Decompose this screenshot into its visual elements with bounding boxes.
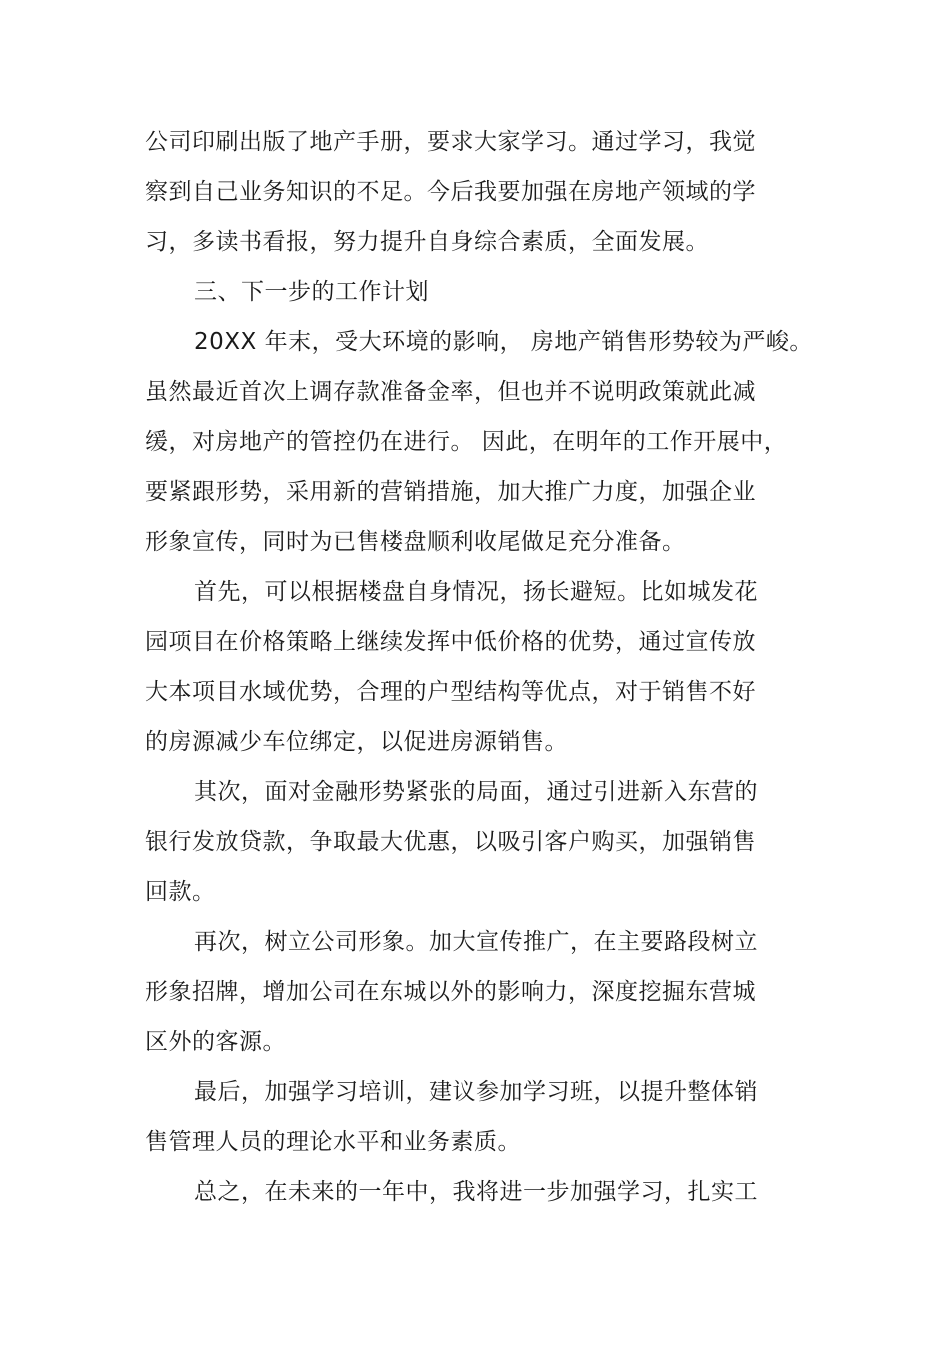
- text-line: 虽然最近首次上调存款准备金率，但也并不说明政策就此减: [145, 379, 756, 405]
- text-line: 售管理人员的理论水平和业务素质。: [145, 1129, 521, 1155]
- text-line: 其次，面对金融形势紧张的局面，通过引进新入东营的: [194, 779, 758, 805]
- text-line: 要紧跟形势，采用新的营销措施，加大推广力度，加强企业: [145, 479, 756, 505]
- text-line: 缓，对房地产的管控仍在进行。 因此，在明年的工作开展中，: [145, 429, 788, 455]
- text-line: 最后，加强学习培训，建议参加学习班，以提升整体销: [194, 1079, 758, 1105]
- text-line: 形象宣传，同时为已售楼盘顺利收尾做足充分准备。: [145, 529, 686, 555]
- section-heading: 三、下一步的工作计划: [194, 279, 429, 305]
- text-line: 总之，在未来的一年中，我将进一步加强学习，扎实工: [194, 1179, 758, 1205]
- text-line: 园项目在价格策略上继续发挥中低价格的优势，通过宣传放: [145, 629, 756, 655]
- text-line: 20XX 年末，受大环境的影响， 房地产销售形势较为严峻。: [194, 329, 813, 355]
- text-line: 的房源减少车位绑定，以促进房源销售。: [145, 729, 568, 755]
- text-line: 习，多读书看报，努力提升自身综合素质，全面发展。: [145, 229, 709, 255]
- text-line: 区外的客源。: [145, 1029, 286, 1055]
- text-line: 再次，树立公司形象。加大宣传推广，在主要路段树立: [194, 929, 758, 955]
- text-line: 公司印刷出版了地产手册，要求大家学习。通过学习，我觉: [145, 129, 756, 155]
- text-line: 察到自己业务知识的不足。今后我要加强在房地产领域的学: [145, 179, 756, 205]
- text-line: 回款。: [145, 879, 216, 905]
- text-line: 银行发放贷款，争取最大优惠，以吸引客户购买，加强销售: [145, 829, 756, 855]
- text-line: 大本项目水域优势，合理的户型结构等优点，对于销售不好: [145, 679, 756, 705]
- text-line: 首先，可以根据楼盘自身情况，扬长避短。比如城发花: [194, 579, 758, 605]
- text-line: 形象招牌，增加公司在东城以外的影响力，深度挖掘东营城: [145, 979, 756, 1005]
